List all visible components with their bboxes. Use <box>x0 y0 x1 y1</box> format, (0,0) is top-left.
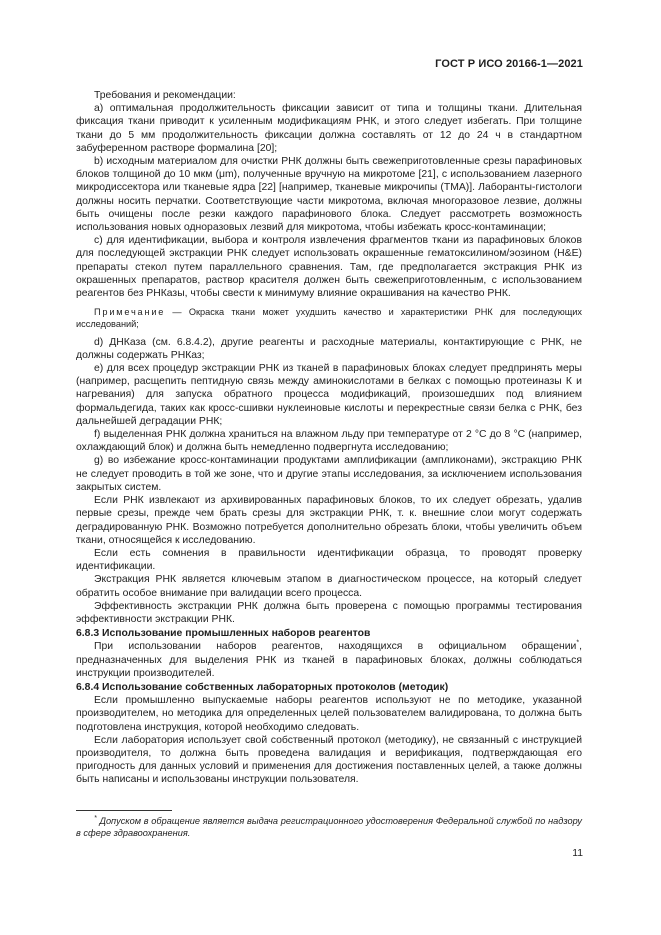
footnote-ref: * <box>576 639 580 647</box>
footnote-mark: * <box>94 814 97 822</box>
note-text: — Окраска ткани может ухудшить качество и характеристики РНК для последующих исследований; <box>76 307 582 330</box>
footnote-text: Допуском в обращение является выдача регистрационного удостоверения Федеральной службой по надзору в сфере здравоохранения. <box>76 816 582 839</box>
paragraph: Требования и рекомендации: <box>94 90 236 101</box>
paragraph-part: , предназначенных для выделения РНК из тканей в парафиновых блоках, должны соблюдаться инструкции производителей. <box>76 641 582 679</box>
list-item-c: c) для идентификации, выбора и контроля извлечения фрагментов ткани из парафиновых блоков для последующей экстракции РНК следует использовать окрашенные гематоксилином/эозином (H&E) препараты стекол путем параллельного сравнения. Там, где предполагается экстракция РНК из окрашенных препаратов, раствор красителя должен быть свежеприготовленным, с использованием реагентов без РНКазы, чтобы свести к минимуму влияние окрашивания на качество РНК. <box>76 235 582 300</box>
body-text <box>76 89 582 787</box>
paragraph: Если РНК извлекают из архивированных парафиновых блоков, то их следует обрезать, удалив первые срезы, прежде чем брать срезы для экстракции РНК, т. к. внешние слои могут содержать деградированную РНК. Возможно потребуется дополнительно обрезать блоки, чтобы увеличить объем ткани, относящейся к исследованию. <box>76 495 582 546</box>
section-heading-text: 6.8.3 Использование промышленных наборов реагентов <box>76 628 371 640</box>
paragraph: Если есть сомнения в правильности идентификации образца, то проводят проверку идентификации. <box>76 547 582 573</box>
section-heading <box>76 681 582 694</box>
section-heading-text: 6.8.4 Использование собственных лабораторных протоколов (методик) <box>76 681 449 693</box>
note-label: Примечание <box>94 307 166 318</box>
footnote-divider <box>76 810 172 811</box>
list-item-d: d) ДНКаза (см. 6.8.4.2), другие реагенты и расходные материалы, контактирующие с РНК, не должны содержать РНКаз; <box>76 336 582 361</box>
standard-designation: ГОСТ Р ИСО 20166-1—2021 <box>435 58 583 70</box>
paragraph <box>76 640 582 680</box>
section-heading <box>76 627 582 640</box>
list-item-b: b) исходным материалом для очистки РНК должны быть свежеприготовленные срезы парафиновых блоков толщиной до 10 мкм (μm), полученные вручную на микротоме [21], с использованием лазерного микродиссектора или тканевые ядра [22] [например, тканевые микрочипы (ТМА)]. Лаборанты-гистологи должны носить перчатки. Соответствующие части микротома, включая многоразовое лезвие, должны быть очищены после резки каждого парафинового блока. Следует рассмотреть возможность использования новых одноразовых лезвий для микротома, чтобы избежать кросс-контаминации; <box>76 156 582 234</box>
list-item-f: f) выделенная РНК должна храниться на влажном льду при температуре от 2 °С до 8 °С (например, охлаждающий блок) и должна быть немедленно подвергнута исследованию; <box>76 429 582 454</box>
paragraph: Экстракция РНК является ключевым этапом в диагностическом процессе, на который следует обратить особое внимание при валидации всего процесса. <box>76 574 582 599</box>
paragraph: Если лаборатория использует свой собственный протокол (методику), не связанный с инструкцией производителя, то должна быть проведена валидация и верификация, подтверждающая его пригодность для данных условий и применения для достижения поставленных целей, а также должны быть написаны и использованы инструкции пользователя. <box>76 734 582 786</box>
list-item-g: g) во избежание кросс-контаминации продуктами амплификации (ампликонами), экстракцию РНК не следует проводить в той же зоне, что и другие этапы исследования, за исключением использования закрытых систем. <box>76 455 582 493</box>
paragraph: Эффективность экстракции РНК должна быть проверена с помощью программы тестирования эффективности экстракции РНК. <box>76 600 582 625</box>
note <box>76 306 582 330</box>
list-item-e: e) для всех процедур экстракции РНК из тканей в парафиновых блоках следует предпринять меры (например, расщепить пептидную связь между аминокислотами в белках с помощью протеиназы К и нагревания) для запуска обратного процесса модификаций, произошедших под влиянием формальдегида, таких как кросс-сшивки нуклеиновые кислоты и перекрестные связи белка с РНК, без дальнейшей деградации РНК; <box>76 363 582 427</box>
paragraph-part: При использовании наборов реагентов, находящихся в официальном обращении <box>94 641 577 653</box>
footnote <box>76 815 582 840</box>
list-item-a: a) оптимальная продолжительность фиксации зависит от типа и толщины ткани. Длительная фиксация ткани приводит к усиленным модификациям РНК, и этого следует избегать. При толщине ткани до 5 мм продолжительность фиксации должна составлять от 12 до 24 ч в стандартном забуференном растворе формалина [20]; <box>76 103 582 154</box>
paragraph: Если промышленно выпускаемые наборы реагентов используют не по методике, указанной производителем, но методика для определенных целей пользователем валидирована, то должна быть подготовлена инструкция, которой необходимо следовать. <box>76 695 582 733</box>
page-number: 11 <box>572 848 583 859</box>
